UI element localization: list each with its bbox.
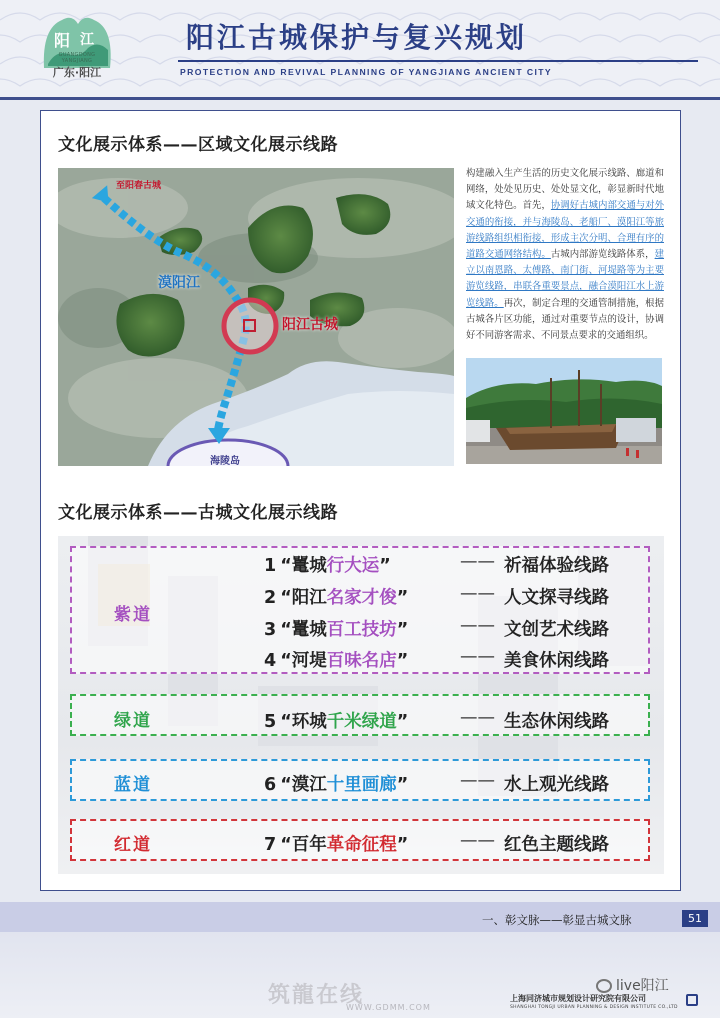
page-subtitle: PROTECTION AND REVIVAL PLANNING OF YANGJIANG ANCIENT CITY (180, 67, 553, 77)
map-label-island: 海陵岛 (210, 456, 240, 466)
route-item: 1 “鼍城行大运” —— 祈福体验线路 (264, 552, 609, 576)
map-label-river: 漠阳江 (158, 275, 200, 291)
chapter-label: 一、彰文脉——彰显古城文脉 (482, 913, 632, 927)
section-paragraph (466, 166, 664, 344)
regional-route-map (58, 168, 454, 466)
wechat-icon (596, 979, 612, 993)
page-header (0, 0, 720, 100)
watermark-url: WWW.GDMM.COM (346, 1003, 431, 1012)
logo-subtitle: GUANGDONG YANGJIANG (58, 52, 96, 64)
route-item: 6 “漠江十里画廊” —— 水上观光线路 (264, 771, 609, 795)
institute-logo-icon (686, 994, 698, 1006)
route-item: 7 “百年革命征程” —— 红色主题线路 (264, 831, 609, 855)
institute-name: 上海同济城市规划设计研究院有限公司 (510, 994, 646, 1003)
section-title-regional: 文化展示体系——区域文化展示线路 (58, 135, 338, 155)
svg-text:江: 江 (80, 32, 94, 48)
logo-caption: 广东·阳江 (52, 66, 102, 79)
title-divider (178, 60, 698, 62)
old-shipyard-photo (466, 358, 662, 464)
road-label-purple: 紫道 (114, 605, 152, 625)
paragraph-segment: 再次，制定合理的交通管制措施，根据古城各片区功能，通过对重要节点的设计，协调好不同游客需求、不同景点要求的交通组织。 (466, 297, 664, 342)
paragraph-highlight: 协调好古城内部交通与对外交通的衔接，并与海陵岛、老船厂、漠阳江等旅游线路组织相衔接，形成主次分明、合理有序的道路交通网络结构。 (466, 200, 664, 261)
wechat-account: live阳江 (596, 975, 669, 995)
map-label-ancient-city: 阳江古城 (282, 317, 338, 333)
watermark-logo: 筑龍在线 (268, 983, 365, 1008)
route-item: 3 “鼍城百工技坊” —— 文创艺术线路 (264, 616, 609, 640)
paragraph-segment: 古城内部游览线路体系， (550, 249, 655, 261)
road-label-green: 绿道 (114, 711, 152, 731)
route-item: 4 “河堤百味名店” —— 美食休闲线路 (264, 647, 609, 671)
section-title-ancient-city: 文化展示体系——古城文化展示线路 (58, 503, 338, 523)
road-label-red: 红道 (114, 835, 152, 855)
page-title: 阳江古城保护与复兴规划 (186, 21, 528, 54)
route-item: 2 “阳江名家才俊” —— 人文探寻线路 (264, 584, 609, 608)
paragraph-segment: 构建融入生产生活的历史文化展示线路、廊道和网络，处处见历史、处处显文化，彰显新时代地域文化特色。首先， (466, 168, 664, 212)
page-number: 51 (682, 910, 708, 927)
route-item: 5 “环城千米绿道” —— 生态休闲线路 (264, 708, 609, 732)
paragraph-highlight: 建立以南恩路、太傅路、南门街、河堤路等为主要游览线路，串联各重要景点，融合漠阳江水上游览线路。 (466, 249, 664, 309)
road-label-blue: 蓝道 (114, 775, 152, 795)
map-label-to-city: 至阳春古城 (116, 181, 162, 191)
institute-name-en: SHANGHAI TONGJI URBAN PLANNING & DESIGN INSTITUTE CO.,LTD (510, 1005, 678, 1010)
svg-text:阳: 阳 (54, 31, 71, 50)
